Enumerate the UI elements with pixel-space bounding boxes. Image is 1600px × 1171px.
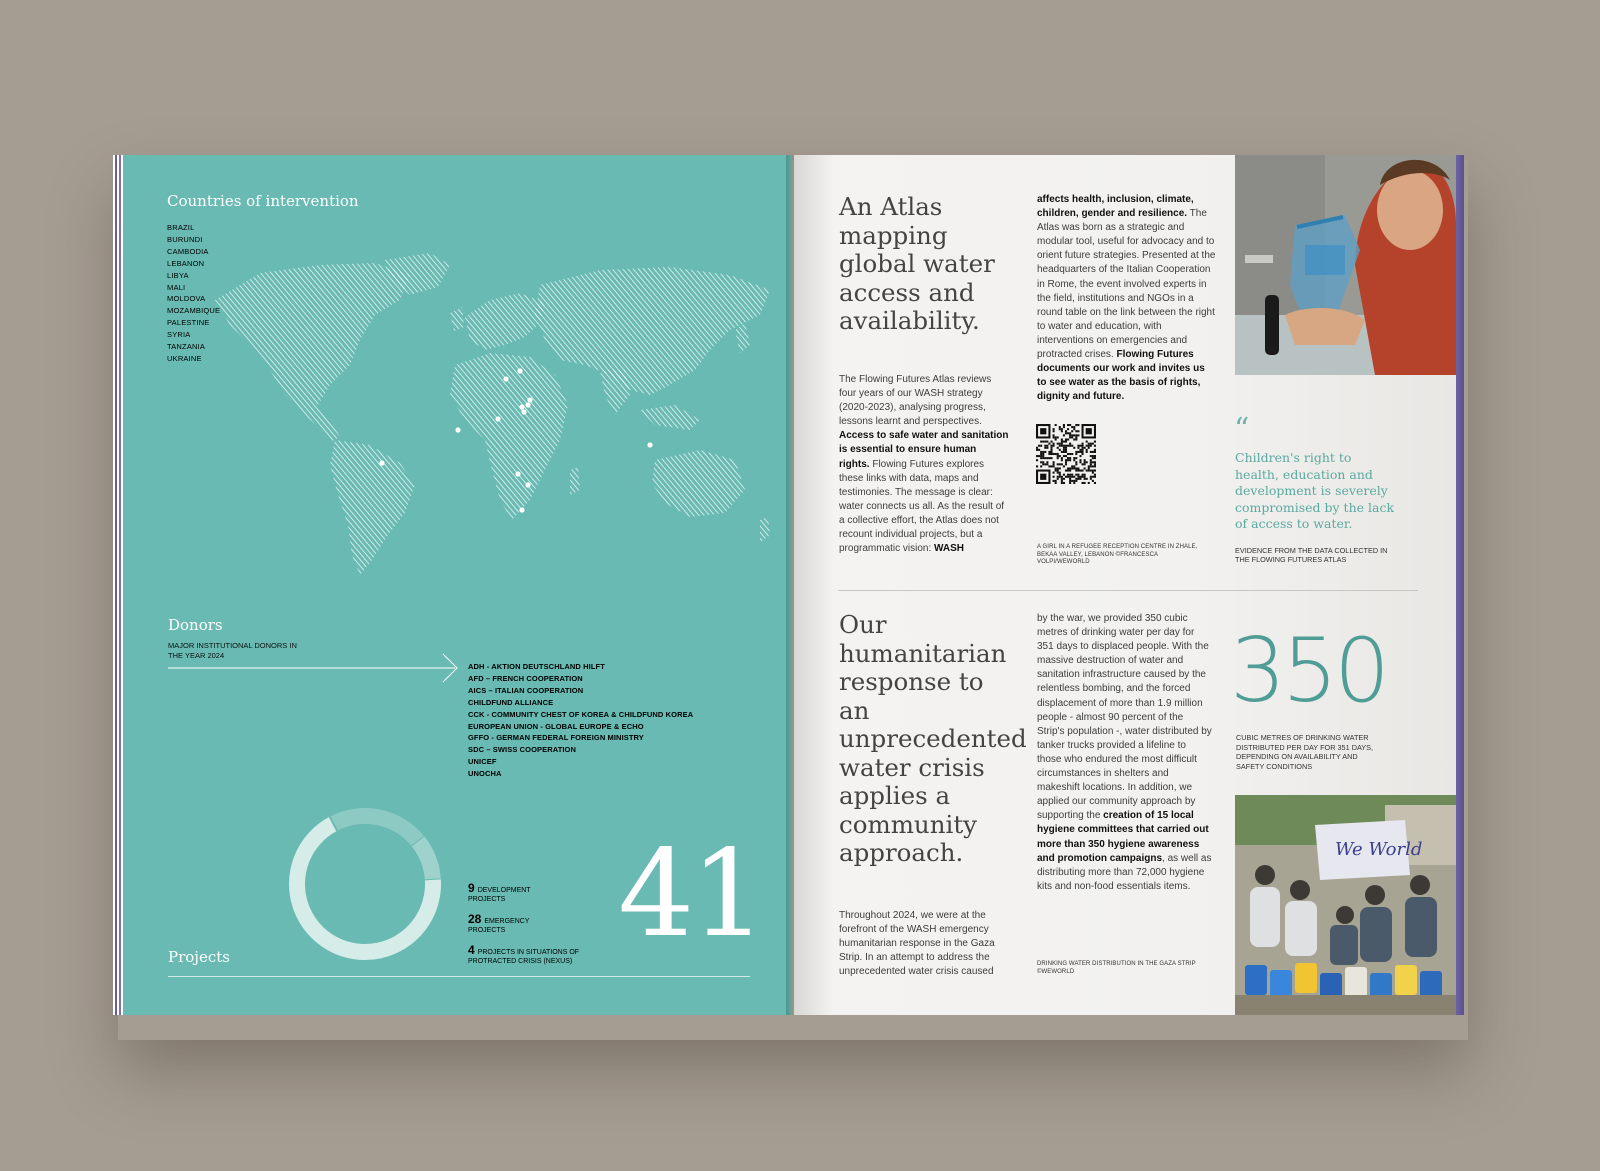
donor-item: EUROPEAN UNION - GLOBAL EUROPE & ECHO xyxy=(468,721,644,731)
divider xyxy=(838,590,1418,591)
photo-water-distribution-image xyxy=(1235,795,1456,1015)
photo-girl-water xyxy=(1235,155,1456,375)
projects-donut-chart xyxy=(285,804,445,964)
photo1-caption: A GIRL IN A REFUGEE RECEPTION CENTRE IN ZHALE, BEKAA VALLEY, LEBANON ©FRANCESCA VOLPI/WEWORLD xyxy=(1037,544,1198,565)
donor-item: GFFO - GERMAN FEDERAL FOREIGN MINISTRY xyxy=(468,733,644,743)
quote-source: EVIDENCE FROM THE DATA COLLECTED IN THE FLOWING FUTURES ATLAS xyxy=(1235,546,1388,564)
banner-text: We World xyxy=(1335,839,1423,860)
photo2-caption: DRINKING WATER DISTRIBUTION IN THE GAZA STRIP ©WEWORLD xyxy=(1037,961,1196,975)
country-item: CAMBODIA xyxy=(167,246,209,256)
gaza-body-col2: by the war, we provided 350 cubic metres of drinking water per day for 351 days to displaced people. With the massive destruction of water and sanitation infrastructure caused by the relentless bombing, and the forced displacement of more than 1.9 million people - almost 90 percent of the Strip's population -, water distributed by tanker trucks provided a lifeline to those who endured the most difficult circumstances in shelters and makeshift locations. In addition, we applied our community approach by supporting the creation of 15 local hygiene committees that carried out more than 350 hygiene awareness and promotion campaigns, as well as distributing more than 72,000 hygiene kits and non-food essentials items. xyxy=(1037,613,1212,892)
project-stat-number: 4 xyxy=(468,943,475,957)
projects-title: Projects xyxy=(168,948,230,966)
project-stat-label: EMERGENCY xyxy=(484,918,530,925)
project-stat-label: PROJECTS xyxy=(468,927,506,934)
project-stat-label: PROJECTS IN SITUATIONS OF xyxy=(477,949,580,956)
country-item: MOZAMBIQUE xyxy=(167,306,221,316)
projects-total: 41 xyxy=(618,825,763,964)
headline-atlas: An Atlas mapping global water access and availability. xyxy=(839,192,995,335)
countries-title: Countries of intervention xyxy=(167,192,359,210)
project-stat xyxy=(468,881,579,904)
pull-quote: Children's right to health, education and development is severely compromised by the lack of access to water. xyxy=(1235,450,1395,531)
country-item: SYRIA xyxy=(167,330,191,340)
left-page-edge xyxy=(113,155,127,1015)
photo-girl-water-image xyxy=(1235,155,1456,375)
quote-mark: “ xyxy=(1234,412,1250,447)
stat-350-label: CUBIC METRES OF DRINKING WATER DISTRIBUTED PER DAY FOR 351 DAYS, DEPENDING ON AVAILABILITY AND SAFETY CONDITIONS xyxy=(1236,733,1374,771)
right-page-edge xyxy=(1456,155,1464,1015)
country-item: LIBYA xyxy=(167,270,189,280)
atlas-body-col2: affects health, inclusion, climate, children, gender and resilience. The Atlas was born as a strategic and modular tool, useful for advocacy and to orient future strategies. Presented at the headquarters of the Italian Cooperation in Rome, the event involved experts in the field, institutions and NGOs in a round table on the link between the right to water and education, with interventions on emergencies and protracted crises. Flowing Futures documents our work and invites us to see water as the basis of rights, dignity and future. xyxy=(1037,194,1216,403)
donut-slice xyxy=(333,816,418,842)
project-stat xyxy=(468,912,579,935)
project-stats xyxy=(468,881,580,977)
donors-title: Donors xyxy=(168,616,223,634)
donor-item: AICS – ITALIAN COOPERATION xyxy=(468,685,584,695)
donor-item: UNICEF xyxy=(468,757,497,767)
country-item: MALI xyxy=(167,282,186,292)
project-stat-label: PROTRACTED CRISIS (NEXUS) xyxy=(468,958,573,965)
donor-list xyxy=(468,661,693,780)
country-item: MOLDOVA xyxy=(167,294,206,304)
atlas-body-col1: The Flowing Futures Atlas reviews four years of our WASH strategy (2020-2023), analysing progress, lessons learnt and perspectives. Access to safe water and sanitation is essential to ensure human rights. Flowing Futures explores these links with data, maps and testimonies. The message is clear: water connects us all. As the result of a collective effort, the Atlas does not recount individual projects, but a programmatic vision: WASH xyxy=(839,374,1009,555)
divider xyxy=(168,976,750,977)
headline-humanitarian: Our humanitarian response to an unprecedented water crisis applies a community approach. xyxy=(839,610,1027,867)
country-item: BURUNDI xyxy=(167,234,203,244)
donor-item: UNOCHA xyxy=(468,769,502,779)
donor-item: CHILDFUND ALLIANCE xyxy=(468,697,554,707)
project-stat-label: PROJECTS xyxy=(468,896,506,903)
project-stat-number: 28 xyxy=(468,912,482,926)
qr-code[interactable] xyxy=(1036,424,1096,484)
photo-water-distribution xyxy=(1235,795,1456,1015)
gaza-body-col1: Throughout 2024, we were at the forefront of the WASH emergency humanitarian response in the Gaza Strip. In an attempt to address the unprecedented water crisis caused xyxy=(839,910,995,978)
donor-item: AFD – FRENCH COOPERATION xyxy=(468,673,583,683)
donut-slice xyxy=(418,842,433,880)
donors-subtitle: MAJOR INSTITUTIONAL DONORS IN THE YEAR 2024 xyxy=(168,641,297,660)
world-map xyxy=(200,245,785,590)
country-item: UKRAINE xyxy=(167,353,202,363)
project-stat-label: DEVELOPMENT xyxy=(477,887,531,894)
project-stat xyxy=(468,943,580,966)
donor-item: SDC – SWISS COOPERATION xyxy=(468,745,577,755)
donor-item: CCK - COMMUNITY CHEST OF KOREA & CHILDFUND KOREA xyxy=(468,709,694,719)
arrow-right-icon xyxy=(168,653,463,683)
donor-item: ADH - AKTION DEUTSCHLAND HILFT xyxy=(468,662,605,671)
country-item: BRAZIL xyxy=(167,223,195,232)
country-item: TANZANIA xyxy=(167,342,206,352)
country-item: PALESTINE xyxy=(167,318,210,328)
country-item: LEBANON xyxy=(167,258,205,268)
project-stat-number: 9 xyxy=(468,881,475,895)
stat-350-number: 350 xyxy=(1230,619,1386,722)
